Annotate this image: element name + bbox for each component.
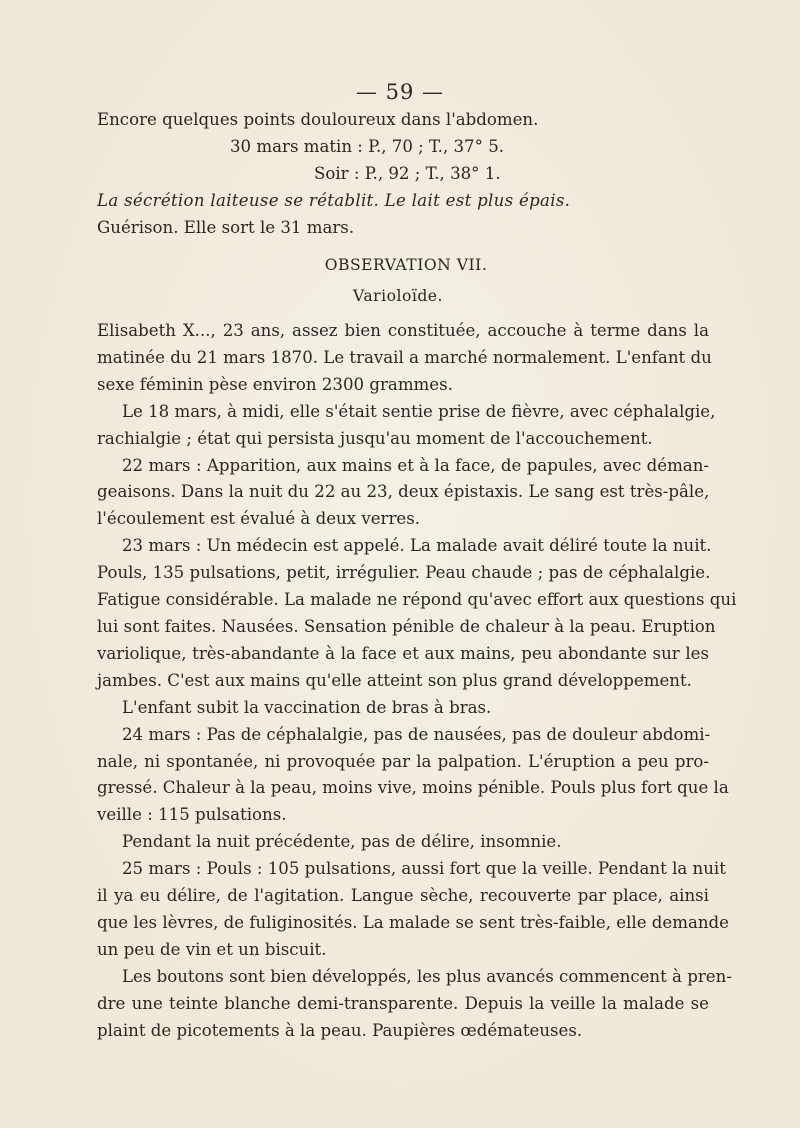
text-line: variolique, très-abandante à la face et aux mains, peu abondante sur les bbox=[97, 643, 709, 663]
text-line: plaint de picotements à la peau. Paupières œdémateuses. bbox=[97, 1020, 583, 1040]
vitals-morning: 30 mars matin : P., 70 ; T., 37° 5. bbox=[230, 136, 505, 156]
intro-line: Encore quelques points douloureux dans l'abdomen. bbox=[97, 110, 539, 129]
text-line: Pendant la nuit précédente, pas de délire, insomnie. bbox=[122, 832, 562, 852]
observation-body bbox=[97, 318, 737, 1044]
text-line: jambes. C'est aux mains qu'elle atteint son plus grand développement. bbox=[97, 670, 692, 690]
text-line: Le 18 mars, à midi, elle s'était sentie prise de fièvre, avec céphalalgie, bbox=[122, 401, 716, 421]
text-line: il ya eu délire, de l'agitation. Langue sèche, recouverte par place, ainsi bbox=[97, 886, 709, 906]
text-line: 23 mars : Un médecin est appelé. La malade avait déliré toute la nuit. bbox=[122, 536, 712, 556]
intro-section bbox=[97, 107, 709, 242]
text-line: Elisabeth X..., 23 ans, assez bien constituée, accouche à terme dans la bbox=[97, 321, 709, 340]
text-line: un peu de vin et un biscuit. bbox=[97, 939, 327, 959]
text-line: que les lèvres, de fuliginosités. La malade se sent très-faible, elle demande bbox=[97, 912, 730, 932]
text-line: Les boutons sont bien développés, les plus avancés commencent à pren- bbox=[122, 966, 732, 986]
text-line: l'écoulement est évalué à deux verres. bbox=[97, 509, 421, 529]
text-line: geaisons. Dans la nuit du 22 au 23, deux épistaxis. Le sang est très-pâle, bbox=[97, 482, 710, 502]
text-line: Fatigue considérable. La malade ne répond qu'avec effort aux questions qui bbox=[97, 590, 737, 610]
text-line: lui sont faites. Nausées. Sensation pénible de chaleur à la peau. Eruption bbox=[97, 616, 716, 636]
text-line: dre une teinte blanche demi-transparente. Depuis la veille la malade se bbox=[97, 993, 709, 1013]
text-line: 25 mars : Pouls : 105 pulsations, aussi fort que la veille. Pendant la nuit bbox=[122, 859, 726, 879]
text-line: matinée du 21 mars 1870. Le travail a marché normalement. L'enfant du bbox=[97, 347, 712, 367]
text-line: rachialgie ; état qui persista jusqu'au moment de l'accouchement. bbox=[97, 428, 653, 448]
text-line: 22 mars : Apparition, aux mains et à la face, de papules, avec déman- bbox=[122, 455, 709, 475]
text-line: L'enfant subit la vaccination de bras à bras. bbox=[122, 697, 492, 717]
text-line: nale, ni spontanée, ni provoquée par la palpation. L'éruption a peu pro- bbox=[97, 751, 709, 771]
vitals-evening: Soir : P., 92 ; T., 38° 1. bbox=[314, 163, 501, 183]
observation-heading: OBSERVATION VII. bbox=[324, 256, 488, 274]
text-line: veille : 115 pulsations. bbox=[97, 805, 287, 825]
text-line: 24 mars : Pas de céphalalgie, pas de nausées, pas de douleur abdomi- bbox=[122, 724, 711, 744]
discharge-line: Guérison. Elle sort le 31 mars. bbox=[97, 217, 355, 237]
text-line: Pouls, 135 pulsations, petit, irrégulier. Peau chaude ; pas de céphalalgie. bbox=[97, 563, 711, 583]
text-line: sexe féminin pèse environ 2300 grammes. bbox=[97, 374, 453, 394]
text-line: gressé. Chaleur à la peau, moins vive, moins pénible. Pouls plus fort que la bbox=[97, 778, 729, 798]
page-number: — 59 — bbox=[355, 80, 445, 104]
italic-statement: La sécrétion laiteuse se rétablit. Le lait est plus épais. bbox=[97, 190, 571, 210]
observation-subheading: Varioloïde. bbox=[353, 287, 443, 305]
